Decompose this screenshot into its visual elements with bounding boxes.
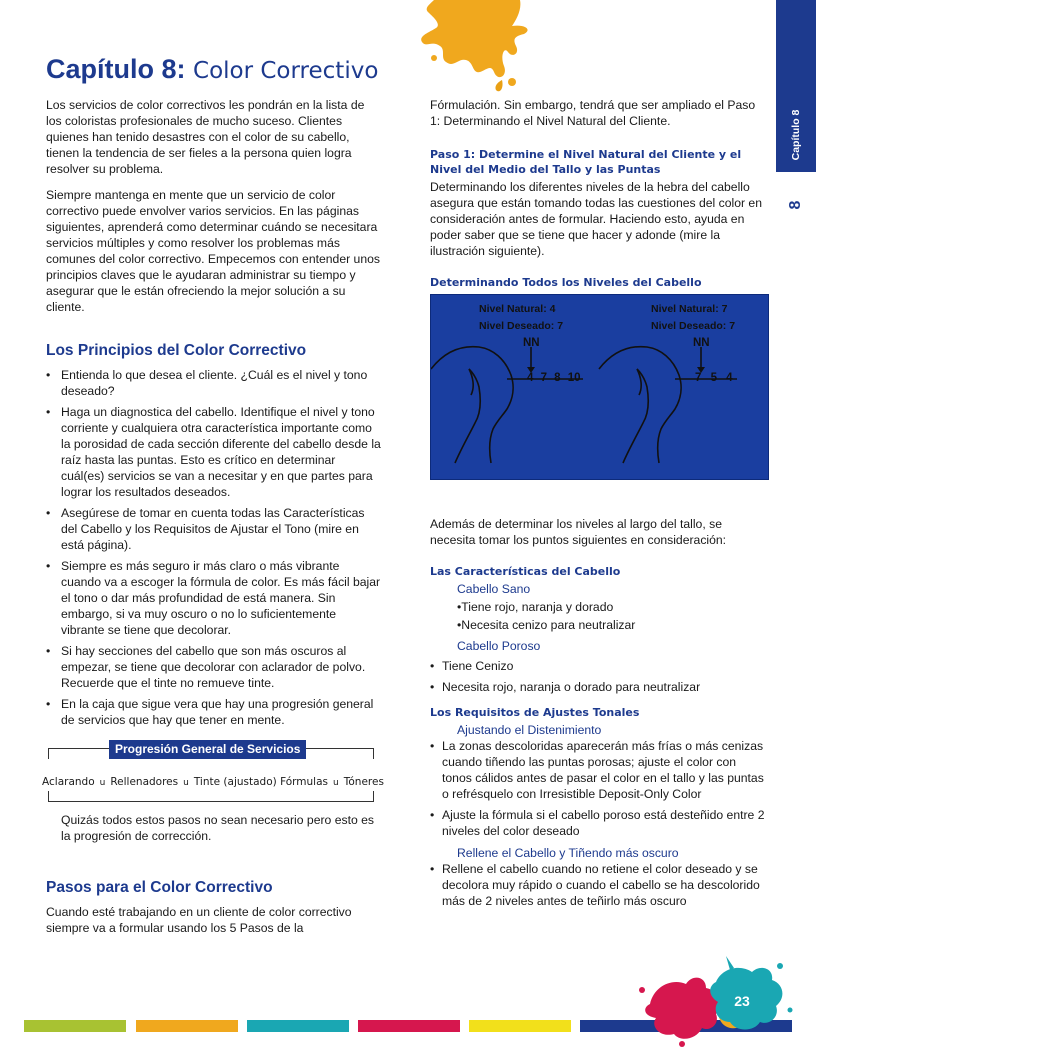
after-figure-paragraph: Además de determinar los niveles al largo del tallo, se necesita tomar los puntos siguientes en consideración:	[430, 517, 727, 547]
list-item: • En la caja que sigue vera que hay una progresión general de servicios que hay que tener en mente.	[46, 696, 381, 728]
hair-levels-figure	[430, 294, 769, 480]
left-nn-marker: NN	[523, 337, 540, 349]
principles-heading: Los Principios del Color Correctivo	[46, 342, 307, 359]
paso1-paragraph: Determinando los diferentes niveles de la hebra del cabello asegura que están tomando todas las cuestiones del color en consideración antes de formular. Haciendo esto, ayuda en poder saber que se tiene que hacer y adonde (mire la ilustración siguiente).	[430, 180, 762, 258]
fill-hair-title: Rellene el Cabello y Tiñendo más oscuro	[457, 846, 679, 860]
page-title	[46, 54, 378, 85]
list-item: •Necesita cenizo para neutralizar	[457, 618, 636, 632]
steps-paragraph: Cuando esté trabajando en un cliente de color correctivo siempre va a formular usando los 5 Pasos de la	[46, 905, 352, 935]
footer-bar-green	[24, 1020, 126, 1032]
progression-step: Tóneres	[343, 776, 384, 788]
fading-list	[430, 738, 765, 839]
intro-paragraph-2: Siempre mantenga en mente que un servicio de color correctivo puede envolver varios servicios. En las páginas siguientes, aprenderá como determinar cuándo se necesitara servicios múltiples y como resolver los problemas más comunes del color correctivo. Empecemos con entender unos principios claves que le ayudaran administrar su tiempo y asegurar que le están ofreciendo la mejor solución a su cliente.	[46, 188, 380, 314]
footer-bar-yellow	[469, 1020, 571, 1032]
progression-separator: u	[333, 778, 339, 788]
porous-hair-title: Cabello Poroso	[457, 639, 541, 653]
progression-box	[42, 742, 384, 802]
tonal-requirements-heading: Los Requisitos de Ajustes Tonales	[430, 706, 640, 719]
list-item: • Si hay secciones del cabello que son más oscuros al empezar, se tiene que decolorar con aclarador de polvo. Recuerde que el tinte no remueve tinte.	[46, 643, 381, 691]
intro-paragraph-1: Los servicios de color correctivos les pondrán en la lista de los coloristas profesionales de mucho suceso. Clientes quienes han tenido desastres con el color de su cabello, tienen la tendencia de ser fieles a la persona quien logra resolver su problema.	[46, 98, 365, 176]
right-level-scale: 7 5 4	[695, 372, 733, 384]
healthy-hair-list	[430, 599, 765, 633]
list-item: • Tiene Cenizo	[430, 658, 765, 674]
right-natural-level: Nivel Natural: 7	[651, 303, 728, 315]
chapter-title: Color Correctivo	[193, 58, 379, 84]
column-left	[42, 97, 384, 946]
left-level-scale: 4 7 8 10	[527, 372, 581, 384]
fill-hair-list	[430, 861, 765, 909]
progression-note: Quizás todos estos pasos no sean necesario pero esto es la progresión de corrección.	[61, 813, 375, 843]
progression-step: Fórmulas	[280, 776, 329, 788]
list-item: • Siempre es más seguro ir más claro o más vibrante cuando va a escoger la fórmula de color. Es más fácil bajar el tono o dar más profundidad de está manera. Sin embargo, si va muy oscuro o no lo suficientemente vibrante se tiene que decolorar.	[46, 558, 381, 638]
list-item: • Ajuste la fórmula si el cabello poroso está desteñido entre 2 niveles del color deseado	[430, 807, 765, 839]
list-item: • Rellene el cabello cuando no retiene el color deseado y se decolora muy rápido o cuando el cabello se ha descolorido más de 2 niveles antes de teñirlo más oscuro	[430, 861, 765, 909]
progression-step: Aclarando	[42, 776, 95, 788]
list-item: • Entienda lo que desea el cliente. ¿Cuál es el nivel y tono deseado?	[46, 367, 381, 399]
chapter-side-tab-text	[776, 0, 816, 172]
list-item: • Haga un diagnostica del cabello. Identifique el nivel y tono corriente y cualquiera otra característica importante como la porosidad de cada sección diferente del cabello desde la raíz hasta las puntas. Esto es crítico en determinar cuál(es) servicios se van a necesitar y en que partes para lograr los resultados deseados.	[46, 404, 381, 500]
paint-splash-multicolor	[630, 950, 810, 1050]
paso1-heading: Paso 1: Determine el Nivel Natural del Cliente y el Nivel del Medio del Tallo y las Puntas	[430, 148, 742, 176]
chapter-side-number: 8	[787, 200, 804, 210]
progression-step: Tinte (ajustado)	[193, 776, 277, 788]
side-tab-label: Capítulo 8	[790, 109, 802, 161]
fading-title: Ajustando el Distenimiento	[457, 723, 602, 737]
page-number: 23	[734, 993, 750, 1009]
footer-bar-orange	[136, 1020, 238, 1032]
paint-splash-yellow	[416, 0, 536, 96]
chapter-label: Capítulo 8:	[46, 54, 186, 84]
figure-heading: Determinando Todos los Niveles del Cabello	[430, 276, 702, 289]
steps-heading: Pasos para el Color Correctivo	[46, 879, 273, 896]
column-right	[430, 97, 765, 914]
progression-steps	[42, 774, 384, 791]
left-natural-level: Nivel Natural: 4	[479, 303, 556, 315]
principles-list	[46, 367, 381, 728]
porous-hair-list	[430, 658, 765, 695]
list-item: •Tiene rojo, naranja y dorado	[457, 600, 614, 614]
progression-step: Rellenadores	[110, 776, 179, 788]
list-item: • La zonas descoloridas aparecerán más frías o más cenizas cuando tiñendo las puntas porosas; ajuste el color con tonos cálidos antes de pasar el color en el tallo y las puntas o refrésquelo con Irresistible Deposit-Only Color	[430, 738, 765, 802]
progression-frame-bottom	[48, 791, 374, 802]
left-desired-level: Nivel Deseado: 7	[479, 320, 564, 332]
list-item: • Asegúrese de tomar en cuenta todas las Características del Cabello y los Requisitos de Ajustar el Tono (mire en está página).	[46, 505, 381, 553]
healthy-hair-title: Cabello Sano	[457, 582, 531, 596]
progression-separator: u	[99, 778, 106, 788]
right-desired-level: Nivel Deseado: 7	[651, 320, 736, 332]
continuation-paragraph: Fórmulación. Sin embargo, tendrá que ser ampliado el Paso 1: Determinando el Nivel Natural del Cliente.	[430, 98, 756, 128]
footer-bar-red	[358, 1020, 460, 1032]
footer-bar-teal	[247, 1020, 349, 1032]
right-nn-marker: NN	[693, 337, 710, 349]
list-item: • Necesita rojo, naranja o dorado para neutralizar	[430, 679, 765, 695]
characteristics-heading: Las Características del Cabello	[430, 565, 621, 578]
progression-label: Progresión General de Servicios	[109, 740, 306, 759]
progression-separator: u	[183, 778, 189, 788]
